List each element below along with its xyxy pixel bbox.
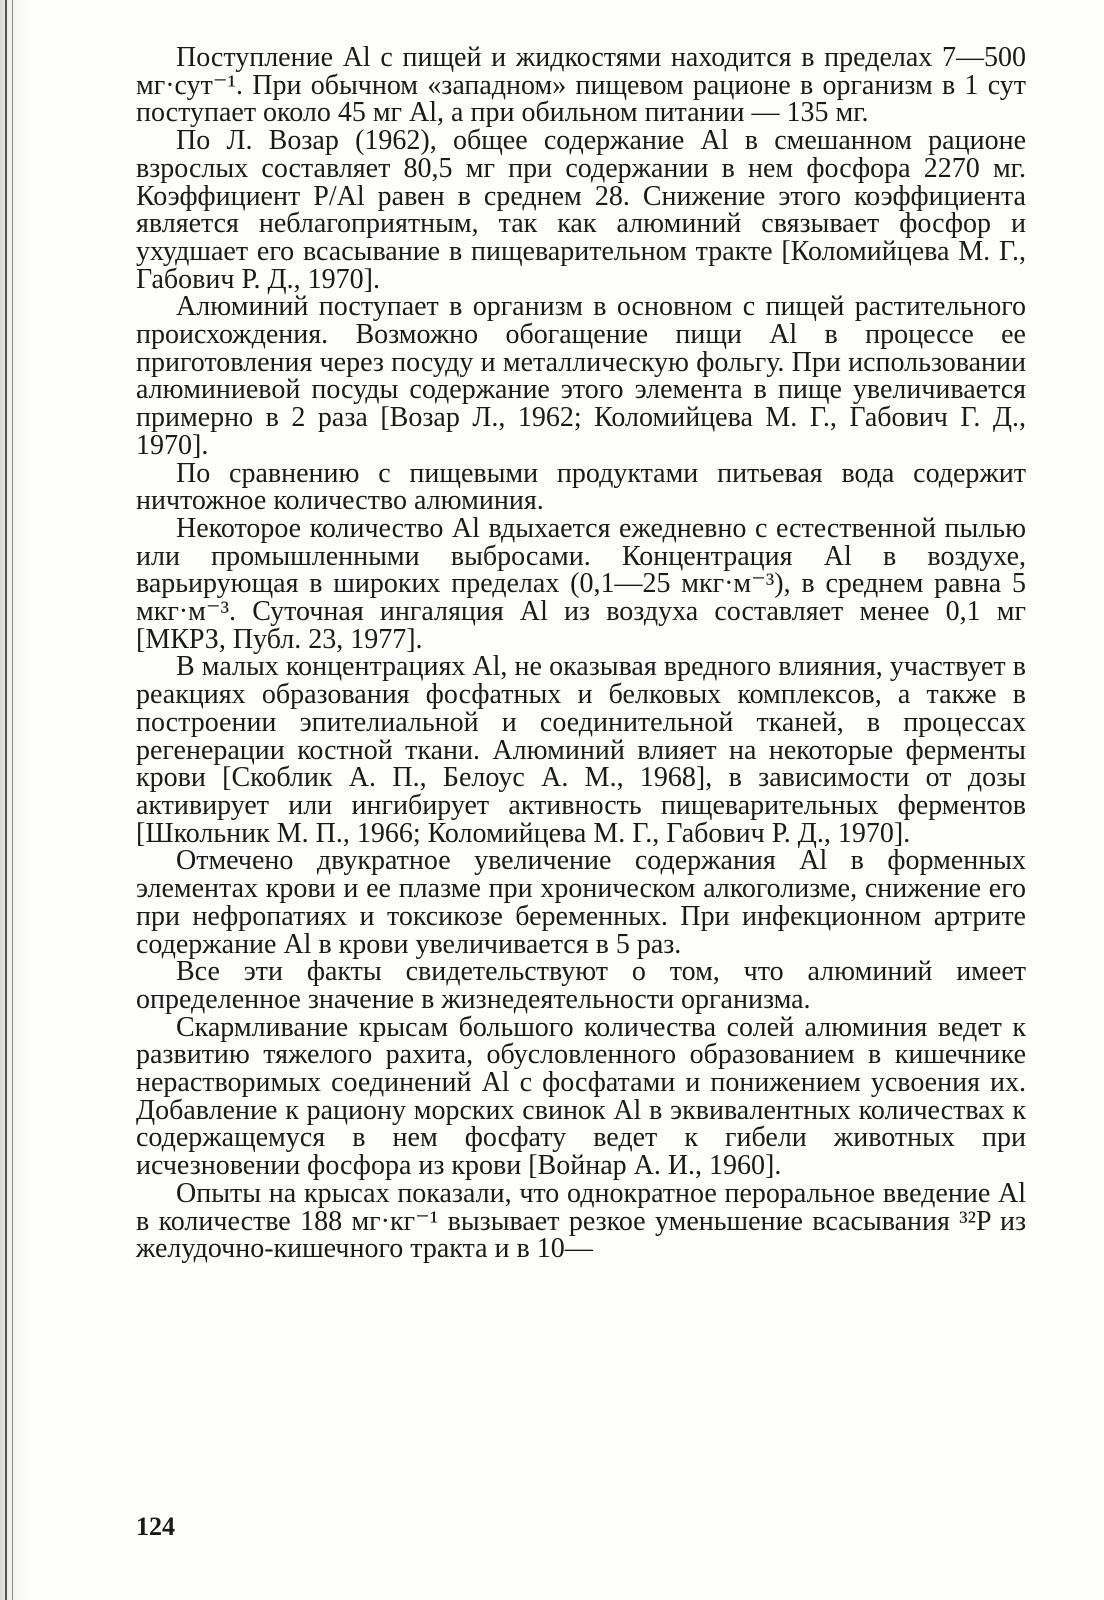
- paragraph-oral-administration: Опыты на крысах показали, что однократное пероральное введение Al в количестве 188 мг·кг⁻¹ вызывает резкое уменьшение всасывания ³²P из желудочно-кишечного тракта и в 10—: [136, 1177, 1026, 1265]
- body-text: [136, 44, 1026, 1263]
- paragraph-rats-rickets: Скармливание крысам большого количества солей алюминия ведет к развитию тяжелого рахита, обусловленного образованием в кишечнике нерастворимых соединений Al с фосфатами и понижением усвоения их. Добавление к рациону морских свинок Al в эквивалентных количествах к содержащемуся в нем фосфату ведет к гибели животных при исчезновении фосфора из крови [Войнар А. И., 1960].: [136, 1011, 1026, 1182]
- paragraph-significance: Все эти факты свидетельствуют о том, что алюминий имеет определенное значение в жизнедеятельности организма.: [136, 956, 1026, 1015]
- page-number: 124: [136, 1512, 175, 1541]
- paragraph-blood-content: Отмечено двукратное увеличение содержания Al в форменных элементах крови и ее плазме при хроническом алкоголизме, снижение его при нефропатиях и токсикозе беременных. При инфекционном артрите содержание Al в крови увеличивается в 5 раз.: [136, 845, 1026, 960]
- page-binding-edge: [0, 0, 36, 1600]
- paragraph-vozar-diet: По Л. Возар (1962), общее содержание Al в смешанном рационе взрослых составляет 80,5 мг при содержании в нем фосфора 2270 мг. Коэффициент P/Al равен в среднем 28. Снижение этого коэффициента является неблагоприятным, так как алюминий связывает фосфор и ухудшает его всасывание в пищеварительном тракте [Коломийцева М. Г., Габович Р. Д., 1970].: [136, 125, 1026, 295]
- paragraph-intake: Поступление Al с пищей и жидкостями находится в пределах 7—500 мг·сут⁻¹. При обычном «западном» пищевом рационе в организм в 1 сут поступает около 45 мг Al, а при обильном питании — 135 мг.: [136, 42, 1026, 129]
- paragraph-low-concentrations: В малых концентрациях Al, не оказывая вредного влияния, участвует в реакциях образования фосфатных и белковых комплексов, а также в построении эпителиальной и соединительной тканей, в процессах регенерации костной ткани. Алюминий влияет на некоторые ферменты крови [Скоблик А. П., Белоус А. М., 1968], в зависимости от дозы активирует или ингибирует активность пищеварительных ферментов [Школьник М. П., 1966; Коломийцева М. Г., Габович Р. Д., 1970].: [136, 651, 1026, 849]
- paragraph-drinking-water: По сравнению с пищевыми продуктами питьевая вода содержит ничтожное количество алюминия.: [136, 457, 1026, 517]
- paragraph-plant-food: Алюминий поступает в организм в основном с пищей растительного происхождения. Возможно обогащение пищи Al в процессе ее приготовления через посуду и металлическую фольгу. При использовании алюминиевой посуды содержание этого элемента в пище увеличивается примерно в 2 раза [Возар Л., 1962; Коломийцева М. Г., Габович Г. Д., 1970].: [136, 291, 1026, 461]
- paragraph-air-inhalation: Некоторое количество Al вдыхается ежедневно с естественной пылью или промышленными выбросами. Концентрация Al в воздухе, варьирующая в широких пределах (0,1—25 мкг·м⁻³), в среднем равна 5 мкг·м⁻³. Суточная ингаляция Al из воздуха составляет менее 0,1 мг [МКРЗ, Публ. 23, 1977].: [136, 512, 1026, 655]
